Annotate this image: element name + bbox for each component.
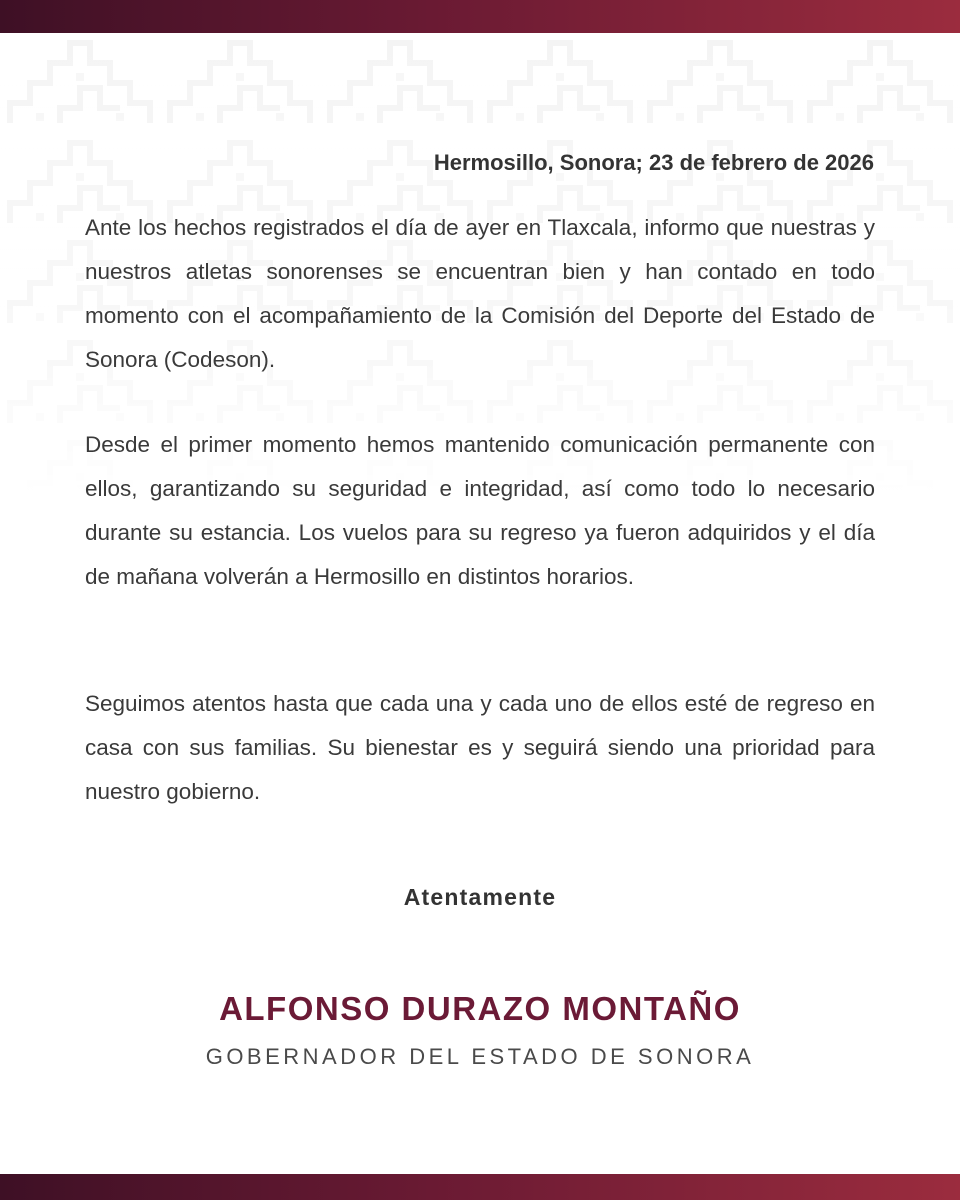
bottom-decorative-bar (0, 1174, 960, 1200)
paragraph-1: Ante los hechos registrados el día de ayer en Tlaxcala, informo que nuestras y nuestros atletas sonorenses se encuentran bien y han contado en todo momento con el acompañamiento de la Comisión del Deporte del Estado de Sonora (Codeson). (85, 215, 875, 372)
signatory-title: GOBERNADOR DEL ESTADO DE SONORA (205, 1044, 755, 1069)
dateline: Hermosillo, Sonora; 23 de febrero de 2026 (433, 150, 874, 175)
signatory-name: ALFONSO DURAZO MONTAÑO (219, 990, 741, 1027)
paragraph-3: Seguimos atentos hasta que cada una y cada uno de ellos esté de regreso en casa con sus familias. Su bienestar es y seguirá siendo una prioridad para nuestro gobierno. (85, 691, 875, 804)
closing-salutation: Atentamente (403, 884, 557, 910)
top-decorative-bar (0, 0, 960, 33)
paragraph-2: Desde el primer momento hemos mantenido comunicación permanente con ellos, garantizando su seguridad e integridad, así como todo lo necesario durante su estancia. Los vuelos para su regreso ya fueron adquiridos y el día de mañana volverán a Hermosillo en distintos horarios. (85, 432, 875, 589)
